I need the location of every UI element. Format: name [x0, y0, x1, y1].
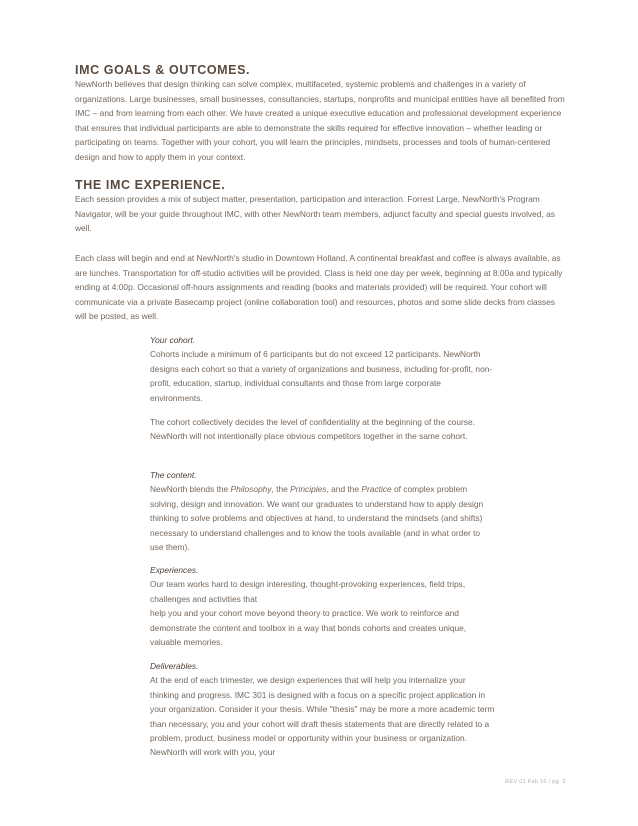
experiences-line-1: Our team works hard to design interesting, thought-provoking experiences, field trips, challenges and activities that: [150, 579, 466, 604]
experiences-title: Experiences.: [150, 565, 199, 575]
content-title: The content.: [150, 470, 197, 480]
content-practice: Practice: [361, 484, 392, 495]
content-section: [150, 468, 495, 554]
goals-paragraph: NewNorth believes that design thinking can solve complex, multifaceted, systemic problems and challenges in a variety of organizations. Large businesses, small businesses, consultancies, startups, nonprofits and municipal entities have all benefited from IMC – and from learning from each other. We have created a unique executive education and professional development experience that ensures that individual participants are able to demonstrate the skills required for effective innovation – whether leading or participating on teams. Together with your cohort, you will learn the principles, mindsets, processes and tools of human-centered design and how to apply them in your context.: [75, 79, 565, 162]
cohort-section: [150, 333, 495, 405]
experiences-line-2: help you and your cohort move beyond theory to practice. We work to reinforce and demonstrate the content and toolbox in a way that bonds cohorts and creates unique, valuable memories.: [150, 608, 467, 648]
page-footer: REV 01 Feb 16 / pg. 2: [505, 779, 566, 785]
experience-heading: THE IMC EXPERIENCE.: [75, 178, 226, 192]
experience-paragraph-2: Each class will begin and end at NewNorth's studio in Downtown Holland. A continental breakfast and coffee is always available, as are lunches. Transportation for off-studio activities will be provided. Class is held one day per week, beginning at 8:00a and typically ending at 4:00p. Occasional off-hours assignments and reading (books and materials provided) will be required. Your cohort will communicate via a private Basecamp project (online collaboration tool) and resources, photos and some slide decks from classes will be posted, as well.: [75, 253, 563, 322]
experience-paragraph-1: Each session provides a mix of subject matter, presentation, participation and interaction. Forrest Large, NewNorth's Program Navigator, will be your guide throughout IMC, with other NewNorth team members, adjunct faculty and special guests involved, as well.: [75, 194, 555, 234]
cohort-paragraph-2: The cohort collectively decides the level of confidentiality at the beginning of the course. NewNorth will not intentionally place obvious competitors together in the same cohort.: [150, 417, 475, 442]
content-principles: Principles: [290, 484, 327, 495]
experiences-section: [150, 563, 495, 649]
content-sep-1: , the: [271, 484, 291, 495]
content-text-post: of complex problem solving, design and innovation. We want our graduates to understand how to apply design thinking to solve problems and objectives at hand, to understand the mindsets (and shifts) necessary to understand challenges and to know the tools available (and in what order to use them).: [150, 484, 484, 553]
content-text-pre: NewNorth blends the: [150, 484, 231, 495]
content-sep-2: , and the: [326, 484, 362, 495]
deliverables-section: [150, 659, 495, 760]
content-philosophy: Philosophy: [230, 484, 272, 495]
deliverables-title: Deliverables.: [150, 661, 199, 671]
deliverables-paragraph: At the end of each trimester, we design experiences that will help you internalize your thinking and progress. IMC 301 is designed with a focus on a specific project application in your organization. Consider it your thesis. While "thesis" may be more a more academic term than necessary, you and your cohort will draft thesis statements that are directly related to a problem, product, business model or opportunity within your business or organization. NewNorth will work with you, your: [150, 675, 495, 758]
cohort-title: Your cohort.: [150, 335, 196, 345]
cohort-paragraph-1: Cohorts include a minimum of 6 participants but do not exceed 12 participants. NewNorth designs each cohort so that a variety of organizations and business, including for-profit, non-profit, education, startup, individual consultants and those from large corporate environments.: [150, 349, 493, 403]
goals-heading: IMC GOALS & OUTCOMES.: [75, 63, 251, 77]
